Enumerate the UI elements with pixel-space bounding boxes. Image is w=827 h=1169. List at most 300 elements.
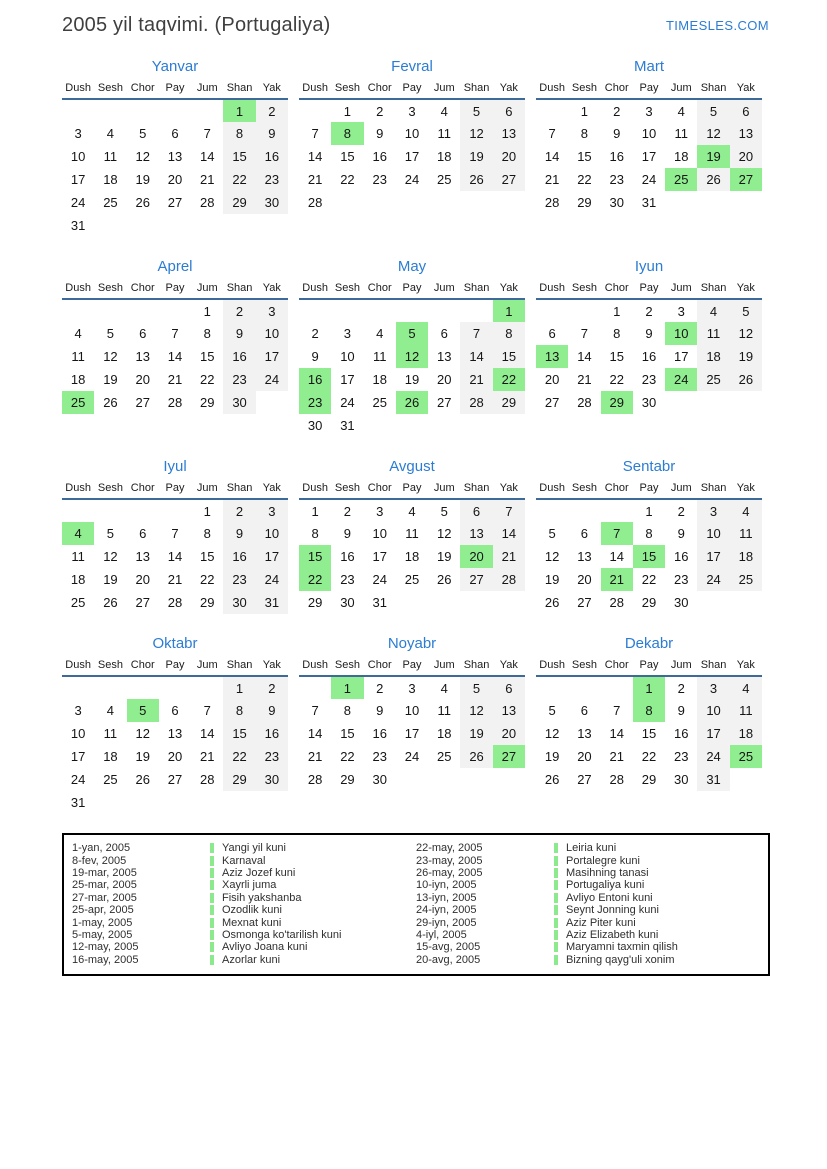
- day-cell: 2: [376, 103, 384, 119]
- week-row: [299, 368, 525, 391]
- day-cell: 24: [70, 772, 86, 787]
- holiday-tick-icon: [554, 893, 558, 903]
- week-row: [536, 345, 762, 368]
- day-cell: 9: [223, 322, 255, 345]
- empty-cell: [159, 214, 191, 237]
- weekday-header: Jum: [665, 657, 697, 676]
- day-cell: 18: [103, 749, 118, 764]
- empty-cell: [159, 791, 191, 814]
- empty-cell: [493, 768, 525, 791]
- day-cell: 27: [493, 168, 525, 191]
- day-cell: 21: [544, 172, 560, 187]
- day-cell: 23: [223, 568, 255, 591]
- day-cell: 17: [404, 726, 420, 741]
- day-cell: 21: [307, 749, 323, 764]
- day-cell: 8: [493, 322, 525, 345]
- week-row: [62, 676, 288, 699]
- holiday-tick-icon: [210, 942, 214, 952]
- legend-row: [72, 904, 416, 916]
- day-cell: 15: [200, 349, 215, 364]
- day-cell: 1: [223, 676, 255, 699]
- empty-cell: [127, 676, 159, 699]
- day-cell: 5: [460, 676, 492, 699]
- day-cell: 22: [609, 372, 624, 387]
- day-cell: 16: [256, 722, 288, 745]
- day-cell: 28: [200, 195, 215, 210]
- empty-cell: [159, 676, 191, 699]
- day-cell: 14: [609, 726, 624, 741]
- weekday-header: Chor: [601, 80, 633, 99]
- day-cell: 14: [307, 726, 323, 741]
- week-row: [62, 791, 288, 814]
- legend-row: [416, 867, 760, 879]
- day-cell: 10: [70, 149, 86, 164]
- day-cell: 2: [223, 299, 255, 322]
- day-cell: 20: [135, 572, 150, 587]
- day-cell: 18: [697, 345, 729, 368]
- day-cell: 5: [139, 126, 147, 141]
- day-cell: 1: [580, 103, 589, 119]
- week-row: [299, 145, 525, 168]
- holiday-tick-icon: [554, 868, 558, 878]
- empty-cell: [460, 768, 492, 791]
- empty-cell: [331, 191, 363, 214]
- page-header: [62, 14, 769, 37]
- day-cell: 11: [730, 699, 762, 722]
- day-cell: 21: [577, 372, 592, 387]
- day-cell: 8: [580, 126, 589, 141]
- holiday-day-cell: 15: [299, 545, 331, 568]
- day-cell: 5: [440, 503, 448, 519]
- holiday-day-cell: 5: [396, 322, 428, 345]
- day-cell: 27: [135, 395, 150, 410]
- month-block: [536, 458, 762, 614]
- day-cell: 18: [70, 572, 86, 587]
- legend-row: [416, 941, 760, 953]
- weekday-header: Jum: [191, 657, 223, 676]
- week-row: [62, 568, 288, 591]
- legend-holiday-label: Bizning qayg'uli xonim: [566, 953, 675, 966]
- legend-holiday-name: [210, 867, 295, 879]
- holiday-tick-icon: [554, 843, 558, 853]
- day-cell: 13: [135, 349, 150, 364]
- weekday-header: Yak: [730, 480, 762, 499]
- empty-cell: [396, 191, 428, 214]
- day-cell: 16: [223, 345, 255, 368]
- legend-date: 22-may, 2005: [416, 842, 483, 855]
- day-cell: 29: [641, 772, 657, 787]
- weekday-header: Chor: [601, 480, 633, 499]
- weekday-header: Sesh: [568, 480, 600, 499]
- legend-date: 27-mar, 2005: [72, 891, 137, 904]
- day-cell: 6: [493, 99, 525, 122]
- holiday-tick-icon: [210, 905, 214, 915]
- day-cell: 10: [70, 726, 86, 741]
- month-block: [299, 458, 525, 614]
- day-cell: 24: [641, 172, 657, 187]
- holiday-day-cell: 19: [697, 145, 729, 168]
- day-cell: 7: [311, 126, 319, 141]
- day-cell: 28: [544, 195, 560, 210]
- day-cell: 14: [167, 549, 183, 564]
- day-cell: 13: [577, 549, 592, 564]
- month-table: [62, 480, 288, 614]
- weekday-header: Dush: [62, 280, 94, 299]
- day-cell: 15: [223, 145, 255, 168]
- empty-cell: [460, 299, 492, 322]
- day-cell: 26: [103, 595, 118, 610]
- empty-cell: [127, 791, 159, 814]
- day-cell: 27: [577, 595, 592, 610]
- empty-cell: [536, 99, 568, 122]
- day-cell: 16: [674, 549, 689, 564]
- weekday-header: Dush: [299, 657, 331, 676]
- month-table: [299, 280, 525, 437]
- day-cell: 31: [70, 218, 86, 233]
- day-cell: 24: [70, 195, 86, 210]
- weekday-header-row: [536, 657, 762, 676]
- day-cell: 29: [641, 595, 657, 610]
- day-cell: 23: [641, 372, 657, 387]
- legend-row: [416, 854, 760, 866]
- week-row: [536, 676, 762, 699]
- weekday-header-row: [299, 80, 525, 99]
- day-cell: 8: [645, 526, 653, 541]
- day-cell: 17: [70, 749, 86, 764]
- holiday-tick-icon: [210, 930, 214, 940]
- weekday-header: Shan: [223, 280, 255, 299]
- legend-column-right: [416, 842, 760, 966]
- empty-cell: [460, 414, 492, 437]
- day-cell: 26: [697, 168, 729, 191]
- month-table: [536, 280, 762, 414]
- day-cell: 17: [256, 345, 288, 368]
- day-cell: 16: [256, 145, 288, 168]
- weekday-header: Jum: [428, 657, 460, 676]
- day-cell: 28: [609, 772, 624, 787]
- week-row: [299, 722, 525, 745]
- empty-cell: [730, 391, 762, 414]
- day-cell: 6: [493, 676, 525, 699]
- month-title: Yanvar: [151, 58, 199, 75]
- day-cell: 6: [460, 499, 492, 522]
- day-cell: 17: [404, 149, 420, 164]
- day-cell: 26: [437, 572, 452, 587]
- legend-row: [416, 879, 760, 891]
- day-cell: 3: [697, 499, 729, 522]
- day-cell: 20: [167, 172, 183, 187]
- day-cell: 1: [645, 503, 653, 519]
- month-block: [536, 635, 762, 791]
- empty-cell: [493, 591, 525, 614]
- weekday-header: Jum: [428, 280, 460, 299]
- day-cell: 4: [697, 299, 729, 322]
- day-cell: 27: [167, 772, 183, 787]
- day-cell: 7: [580, 326, 589, 341]
- empty-cell: [223, 791, 255, 814]
- weekday-header: Pay: [159, 280, 191, 299]
- day-cell: 15: [340, 726, 355, 741]
- day-cell: 15: [340, 149, 355, 164]
- legend-date: 25-mar, 2005: [72, 879, 137, 892]
- day-cell: 12: [135, 726, 150, 741]
- day-cell: 19: [544, 749, 560, 764]
- legend-holiday-name: [554, 867, 649, 879]
- day-cell: 9: [376, 703, 384, 718]
- legend-date: 25-apr, 2005: [72, 904, 134, 917]
- day-cell: 25: [730, 568, 762, 591]
- empty-cell: [191, 99, 223, 122]
- day-cell: 9: [677, 526, 685, 541]
- day-cell: 5: [730, 299, 762, 322]
- day-cell: 4: [730, 676, 762, 699]
- month-title: Avgust: [389, 458, 435, 475]
- day-cell: 7: [171, 526, 179, 541]
- day-cell: 28: [307, 195, 323, 210]
- day-cell: 18: [70, 372, 86, 387]
- month-block: [62, 635, 288, 814]
- empty-cell: [299, 299, 331, 322]
- empty-cell: [601, 676, 633, 699]
- day-cell: 23: [674, 572, 689, 587]
- day-cell: 30: [256, 768, 288, 791]
- week-row: [299, 522, 525, 545]
- weekday-header: Shan: [697, 280, 729, 299]
- legend-holiday-label: Avliyo Entoni kuni: [566, 891, 653, 904]
- legend-date: 15-avg, 2005: [416, 941, 481, 954]
- day-cell: 11: [697, 322, 729, 345]
- day-cell: 18: [730, 545, 762, 568]
- holiday-day-cell: 13: [536, 345, 568, 368]
- legend-holiday-name: [554, 941, 678, 953]
- day-cell: 6: [171, 126, 179, 141]
- day-cell: 28: [577, 395, 592, 410]
- day-cell: 19: [437, 549, 452, 564]
- day-cell: 31: [372, 595, 387, 610]
- weekday-header: Jum: [665, 80, 697, 99]
- day-cell: 30: [674, 595, 689, 610]
- legend-row: [72, 854, 416, 866]
- weekday-header: Dush: [536, 80, 568, 99]
- day-cell: 11: [674, 126, 689, 141]
- empty-cell: [396, 414, 428, 437]
- week-row: [299, 345, 525, 368]
- week-row: [299, 191, 525, 214]
- week-row: [536, 768, 762, 791]
- empty-cell: [396, 299, 428, 322]
- day-cell: 13: [493, 699, 525, 722]
- empty-cell: [428, 591, 460, 614]
- week-row: [299, 414, 525, 437]
- weekday-header: Pay: [396, 657, 428, 676]
- week-row: [536, 145, 762, 168]
- day-cell: 29: [340, 772, 355, 787]
- page-title: 2005 yil taqvimi. (Portugaliya): [62, 14, 331, 36]
- week-row: [62, 368, 288, 391]
- legend-date: 1-yan, 2005: [72, 842, 131, 855]
- day-cell: 9: [311, 349, 319, 364]
- day-cell: 7: [203, 126, 211, 141]
- day-cell: 15: [577, 149, 592, 164]
- day-cell: 14: [544, 149, 560, 164]
- day-cell: 9: [613, 126, 621, 141]
- day-cell: 17: [697, 545, 729, 568]
- weekday-header: Sesh: [331, 80, 363, 99]
- legend-row: [72, 954, 416, 966]
- legend-date: 8-fev, 2005: [72, 854, 127, 867]
- month-title: Iyun: [634, 258, 664, 275]
- weekday-header: Shan: [460, 80, 492, 99]
- week-row: [299, 676, 525, 699]
- legend-row: [72, 941, 416, 953]
- day-cell: 17: [340, 372, 355, 387]
- day-cell: 10: [697, 699, 729, 722]
- day-cell: 19: [404, 372, 420, 387]
- day-cell: 2: [613, 103, 621, 119]
- legend-holiday-name: [210, 917, 281, 929]
- day-cell: 12: [460, 699, 492, 722]
- weekday-header: Chor: [127, 657, 159, 676]
- legend-holiday-name: [554, 929, 658, 941]
- day-cell: 17: [697, 722, 729, 745]
- weekday-header-row: [62, 80, 288, 99]
- weekday-header: Pay: [633, 80, 665, 99]
- day-cell: 13: [437, 349, 452, 364]
- week-row: [62, 322, 288, 345]
- day-cell: 2: [311, 326, 319, 341]
- empty-cell: [730, 591, 762, 614]
- holiday-day-cell: 8: [331, 122, 363, 145]
- legend-row: [72, 879, 416, 891]
- week-row: [62, 545, 288, 568]
- week-row: [536, 191, 762, 214]
- holiday-day-cell: 26: [396, 391, 428, 414]
- empty-cell: [256, 391, 288, 414]
- month-title: Mart: [634, 58, 664, 75]
- day-cell: 13: [730, 122, 762, 145]
- week-row: [536, 368, 762, 391]
- holiday-tick-icon: [554, 905, 558, 915]
- holiday-tick-icon: [554, 856, 558, 866]
- day-cell: 29: [200, 395, 215, 410]
- weekday-header: Pay: [396, 480, 428, 499]
- month-title: Sentabr: [622, 458, 676, 475]
- day-cell: 7: [460, 322, 492, 345]
- day-cell: 25: [437, 172, 452, 187]
- day-cell: 13: [493, 122, 525, 145]
- weekday-header: Pay: [633, 480, 665, 499]
- holiday-tick-icon: [210, 893, 214, 903]
- empty-cell: [697, 391, 729, 414]
- holiday-day-cell: 8: [633, 699, 665, 722]
- day-cell: 16: [674, 726, 689, 741]
- day-cell: 2: [677, 680, 685, 696]
- empty-cell: [601, 499, 633, 522]
- legend-date: 13-iyn, 2005: [416, 891, 477, 904]
- day-cell: 18: [404, 549, 420, 564]
- day-cell: 14: [609, 549, 624, 564]
- day-cell: 16: [372, 726, 387, 741]
- holiday-day-cell: 1: [223, 99, 255, 122]
- week-row: [536, 499, 762, 522]
- day-cell: 16: [223, 545, 255, 568]
- day-cell: 30: [340, 595, 355, 610]
- week-row: [299, 745, 525, 768]
- legend-date: 20-avg, 2005: [416, 953, 481, 966]
- week-row: [536, 522, 762, 545]
- day-cell: 13: [135, 549, 150, 564]
- day-cell: 24: [256, 368, 288, 391]
- empty-cell: [62, 299, 94, 322]
- day-cell: 4: [74, 326, 82, 341]
- day-cell: 13: [167, 149, 183, 164]
- day-cell: 21: [167, 372, 183, 387]
- day-cell: 25: [697, 368, 729, 391]
- day-cell: 29: [493, 391, 525, 414]
- day-cell: 12: [697, 122, 729, 145]
- legend-date: 4-iyl, 2005: [416, 928, 467, 941]
- day-cell: 12: [544, 549, 560, 564]
- empty-cell: [364, 191, 396, 214]
- empty-cell: [159, 99, 191, 122]
- legend-row: [72, 916, 416, 928]
- holiday-day-cell: 25: [62, 391, 94, 414]
- month-block: [62, 58, 288, 237]
- day-cell: 11: [405, 526, 419, 541]
- empty-cell: [568, 499, 600, 522]
- month-table: [62, 657, 288, 814]
- legend-date: 23-may, 2005: [416, 854, 483, 867]
- week-row: [299, 322, 525, 345]
- week-row: [299, 699, 525, 722]
- weekday-header: Yak: [730, 80, 762, 99]
- day-cell: 31: [340, 418, 355, 433]
- legend-row: [72, 892, 416, 904]
- weekday-header: Yak: [256, 80, 288, 99]
- legend-row: [416, 954, 760, 966]
- day-cell: 12: [460, 122, 492, 145]
- empty-cell: [94, 214, 126, 237]
- empty-cell: [191, 791, 223, 814]
- day-cell: 10: [404, 126, 420, 141]
- day-cell: 1: [311, 503, 319, 519]
- empty-cell: [94, 99, 126, 122]
- month-title: Noyabr: [387, 635, 437, 652]
- day-cell: 21: [460, 368, 492, 391]
- day-cell: 2: [256, 676, 288, 699]
- weekday-header-row: [536, 80, 762, 99]
- weekday-header: Yak: [256, 480, 288, 499]
- day-cell: 11: [103, 149, 118, 164]
- day-cell: 19: [460, 145, 492, 168]
- day-cell: 24: [404, 749, 420, 764]
- site-link[interactable]: TIMESLES.COM: [665, 18, 769, 33]
- week-row: [62, 122, 288, 145]
- weekday-header: Chor: [364, 80, 396, 99]
- holiday-tick-icon: [210, 843, 214, 853]
- day-cell: 21: [609, 749, 624, 764]
- month-block: [299, 635, 525, 791]
- week-row: [536, 322, 762, 345]
- day-cell: 25: [372, 395, 387, 410]
- empty-cell: [62, 499, 94, 522]
- weekday-header: Dush: [299, 280, 331, 299]
- day-cell: 10: [404, 703, 420, 718]
- month-block: [299, 58, 525, 214]
- month-title: May: [397, 258, 427, 275]
- weekday-header: Dush: [299, 480, 331, 499]
- weekday-header: Sesh: [94, 657, 126, 676]
